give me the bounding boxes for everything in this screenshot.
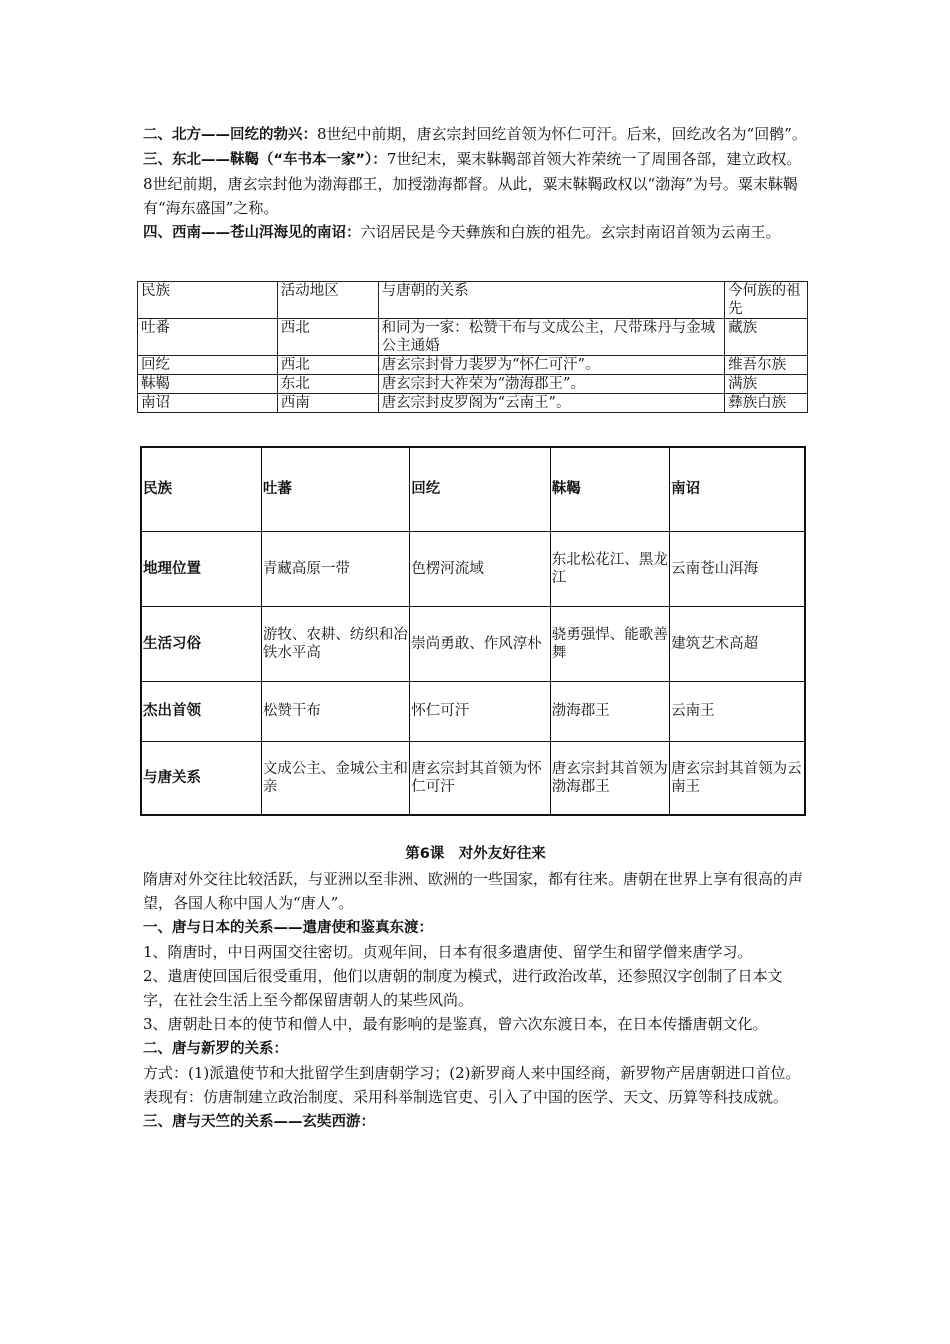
table-cell: 维吾尔族 xyxy=(725,356,808,375)
manifestation-paragraph: 表现有：仿唐制建立政治制度、采用科举制选官吏、引入了中国的医学、天文、历算等科技成就。 xyxy=(143,1088,789,1106)
paragraph-huihe xyxy=(143,122,808,147)
heading-huihe: 二、北方——回纥的勃兴： xyxy=(143,127,317,143)
table-row xyxy=(138,375,808,394)
table-cell: 唐玄宗封其首领为渤海郡王 xyxy=(550,741,669,815)
table-cell: 靺鞨 xyxy=(138,375,278,394)
intro-paragraph: 隋唐对外交往比较活跃，与亚洲以至非洲、欧洲的一些国家，都有往来。唐朝在世界上享有很高的声望，各国人称中国人为“唐人”。 xyxy=(143,870,804,912)
table-cell: 吐番 xyxy=(138,319,278,356)
table-cell: 回纥 xyxy=(138,356,278,375)
paragraph-nanzhao xyxy=(143,220,808,245)
row-header-cell: 地理位置 xyxy=(141,531,261,606)
table-cell: 和同为一家：松赞干布与文成公主，尺带珠丹与金城公主通婚 xyxy=(378,319,724,356)
table-cell: 唐玄宗封大祚荣为“渤海郡王”。 xyxy=(378,375,724,394)
table-cell: 建筑艺术高超 xyxy=(670,606,805,681)
table-cell: 唐玄宗封其首领为怀仁可汗 xyxy=(410,741,550,815)
table-cell: 色楞河流域 xyxy=(410,531,550,606)
table-cell: 东北松花江、黑龙江 xyxy=(550,531,669,606)
table-cell: 云南王 xyxy=(670,681,805,741)
header-cell: 与唐朝的关系 xyxy=(378,282,724,319)
table-cell: 怀仁可汗 xyxy=(410,681,550,741)
table-cell: 满族 xyxy=(725,375,808,394)
table-row xyxy=(138,356,808,375)
table-cell: 渤海郡王 xyxy=(550,681,669,741)
table-cell: 藏族 xyxy=(725,319,808,356)
table-cell: 云南苍山洱海 xyxy=(670,531,805,606)
header-cell: 今何族的祖先 xyxy=(725,282,808,319)
method-paragraph: 方式：(1)派遣使节和大批留学生到唐朝学习；(2)新罗商人来中国经商，新罗物产居唐朝进口首位。 xyxy=(143,1064,801,1082)
row-header-cell: 杰出首领 xyxy=(141,681,261,741)
top-section xyxy=(143,122,808,245)
table-row xyxy=(141,531,805,606)
header-cell: 吐蕃 xyxy=(261,447,409,531)
table-cell: 唐玄宗封皮罗阁为“云南王”。 xyxy=(378,394,724,413)
table-cell: 彝族白族 xyxy=(725,394,808,413)
table-cell: 西北 xyxy=(277,356,378,375)
lesson-title: 第6课 对外友好往来 xyxy=(405,846,546,862)
header-cell: 民族 xyxy=(141,447,261,531)
heading-japan-text: 一、唐与日本的关系——遣唐使和鉴真东渡： xyxy=(143,920,433,936)
lesson-6-section xyxy=(143,843,808,1134)
table-row xyxy=(138,319,808,356)
header-cell: 南诏 xyxy=(670,447,805,531)
ethnic-relations-table xyxy=(137,281,808,413)
header-cell: 民族 xyxy=(138,282,278,319)
table-header-row xyxy=(141,447,805,531)
row-header-cell: 生活习俗 xyxy=(141,606,261,681)
table-row xyxy=(141,606,805,681)
heading-india xyxy=(143,1109,808,1134)
heading-japan xyxy=(143,915,808,940)
table-row xyxy=(141,741,805,815)
row-header-cell: 与唐关系 xyxy=(141,741,261,815)
table-cell: 崇尚勇敢、作风淳朴 xyxy=(410,606,550,681)
table-cell: 东北 xyxy=(277,375,378,394)
header-cell: 回纥 xyxy=(410,447,550,531)
table-cell: 西北 xyxy=(277,319,378,356)
header-cell: 活动地区 xyxy=(277,282,378,319)
heading-mohe: 三、东北——靺鞨（“车书本一家”）： xyxy=(143,152,387,168)
table-row xyxy=(138,394,808,413)
header-cell: 靺鞨 xyxy=(550,447,669,531)
heading-silla xyxy=(143,1036,808,1061)
heading-silla-text: 二、唐与新罗的关系： xyxy=(143,1041,288,1057)
text-nanzhao: 六诏居民是今天彝族和白族的祖先。玄宗封南诏首领为云南王。 xyxy=(360,223,781,241)
table-cell: 唐玄宗封骨力裴罗为“怀仁可汗”。 xyxy=(378,356,724,375)
table-cell: 松赞干布 xyxy=(261,681,409,741)
paragraph-mohe xyxy=(143,147,808,220)
table-cell: 唐玄宗封其首领为云南王 xyxy=(670,741,805,815)
ethnic-comparison-table xyxy=(140,446,806,816)
table-cell: 南诏 xyxy=(138,394,278,413)
list-item: 1、隋唐时，中日两国交往密切。贞观年间，日本有很多遣唐使、留学生和留学僧来唐学习。 xyxy=(143,943,753,961)
table-header-row xyxy=(138,282,808,319)
table-cell: 文成公主、金城公主和亲 xyxy=(261,741,409,815)
text-huihe: 8世纪中前期，唐玄宗封回纥首领为怀仁可汗。后来，回纥改名为“回鹘”。 xyxy=(317,125,807,143)
table-cell: 游牧、农耕、纺织和冶铁水平高 xyxy=(261,606,409,681)
heading-nanzhao: 四、西南——苍山洱海见的南诏： xyxy=(143,225,361,241)
table-cell: 骁勇强悍、能歌善舞 xyxy=(550,606,669,681)
heading-india-text: 三、唐与天竺的关系——玄奘西游： xyxy=(143,1114,375,1130)
table-cell: 青藏高原一带 xyxy=(261,531,409,606)
table-row xyxy=(141,681,805,741)
table-cell: 西南 xyxy=(277,394,378,413)
list-item: 3、唐朝赴日本的使节和僧人中，最有影响的是鉴真，曾六次东渡日本，在日本传播唐朝文化。 xyxy=(143,1015,768,1033)
list-item: 2、遣唐使回国后很受重用，他们以唐朝的制度为模式，进行政治改革，还参照汉字创制了日本文字，在社会生活上至今都保留唐朝人的某些风尚。 xyxy=(143,967,783,1009)
text-mohe: 7世纪末，粟末靺鞨部首领大祚荣统一了周围各部，建立政权。8世纪前期，唐玄宗封他为渤海郡王，加授渤海都督。从此，粟末靺鞨政权以“渤海”为号。粟末靺鞨有“海东盛国”之称。 xyxy=(143,150,802,217)
